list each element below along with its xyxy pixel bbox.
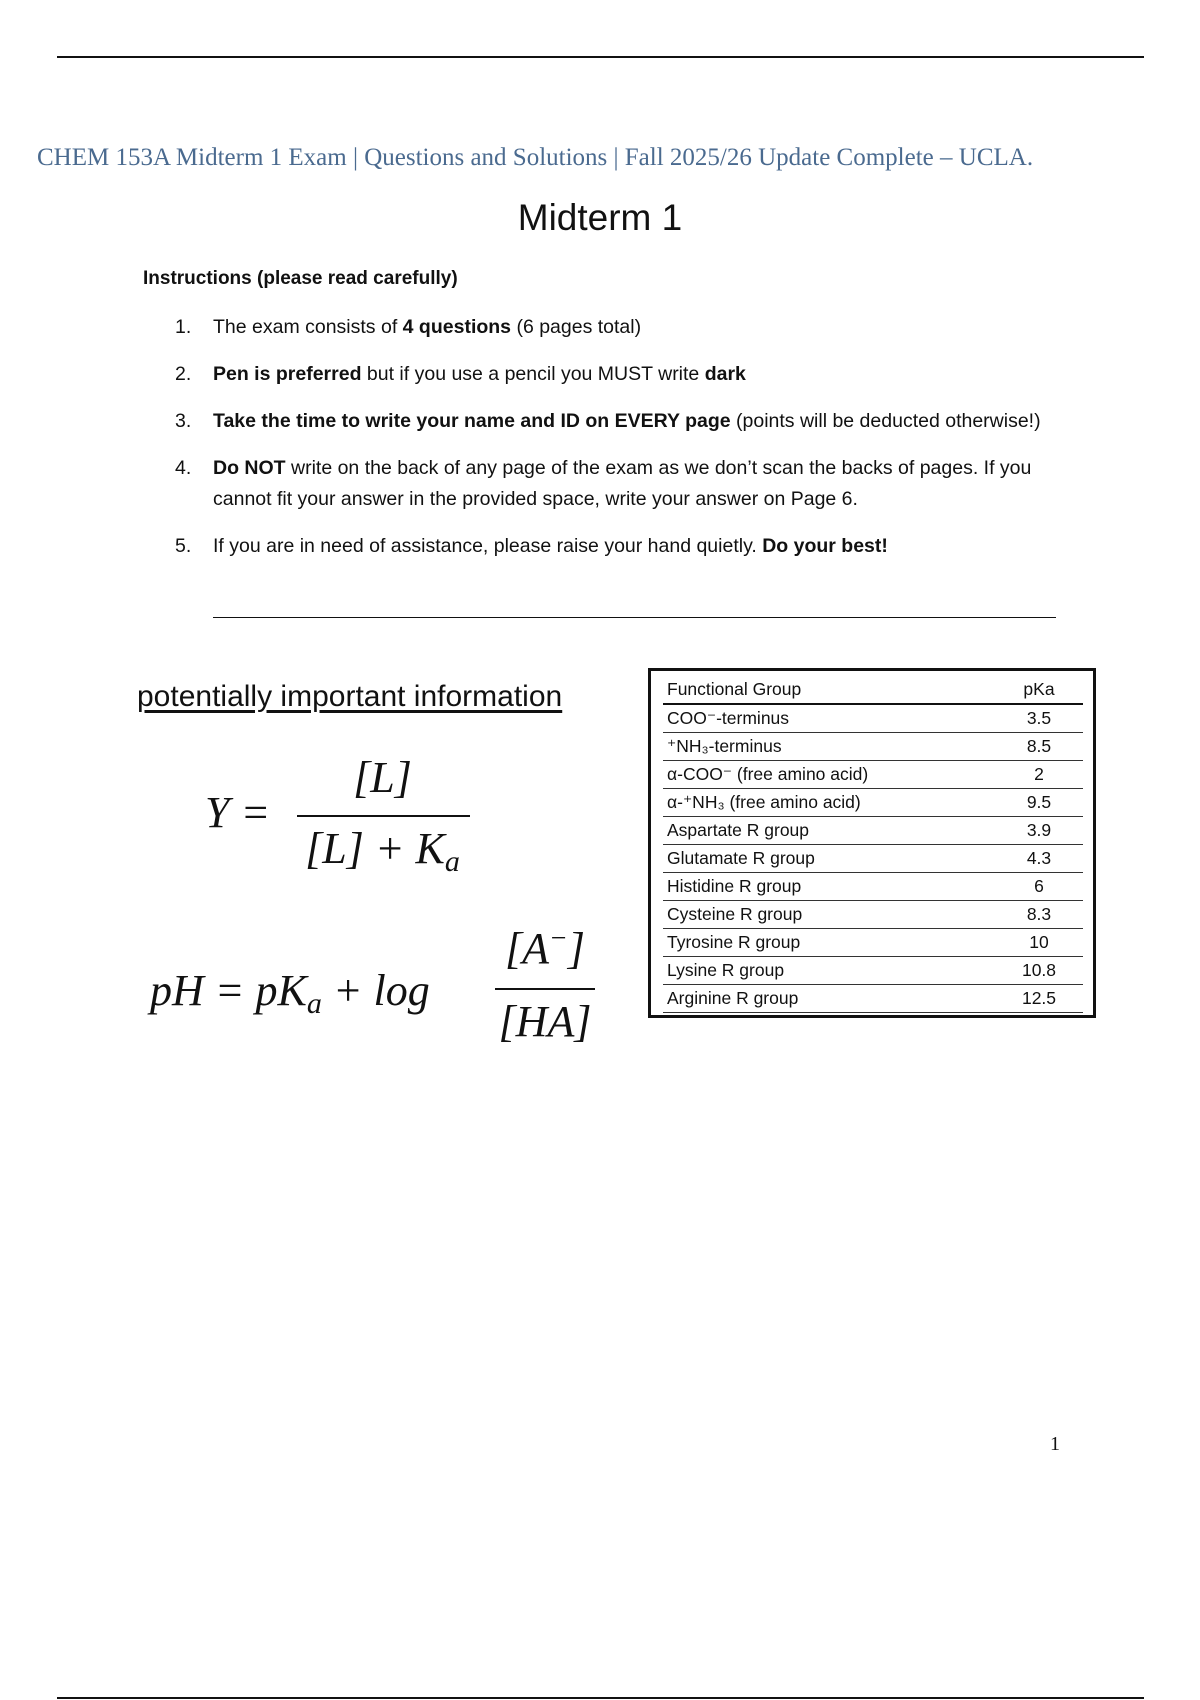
top-rule xyxy=(57,56,1144,58)
eq2-log-text: + log xyxy=(321,966,430,1015)
pka-value-cell: 3.5 xyxy=(995,704,1083,733)
eq1-numerator-text: [L] xyxy=(353,753,412,802)
instruction-plain-text: write on the back of any page of the exam as we don’t scan the backs of pages. If you cannot fit your answer in the provided space, write your answer on Page 6. xyxy=(213,457,1032,510)
eq1-numerator xyxy=(295,752,470,803)
pka-table-body xyxy=(663,704,1083,1013)
instruction-text xyxy=(213,312,1075,343)
eq1-fraction-bar xyxy=(297,815,470,817)
pka-value-cell: 12.5 xyxy=(995,985,1083,1013)
instruction-plain-text: (points will be deducted otherwise!) xyxy=(730,410,1041,432)
pka-table-row xyxy=(663,873,1083,901)
eq2-lhs-text: pH = pK xyxy=(150,966,307,1015)
eq2-lhs-subscript: a xyxy=(306,987,322,1020)
pka-table-row xyxy=(663,985,1083,1013)
instructions-list xyxy=(175,312,1075,578)
instruction-number: 4. xyxy=(175,457,192,479)
instruction-bold-text: Take the time to write your name and ID on EVERY page xyxy=(213,410,731,432)
instruction-item xyxy=(175,312,1075,343)
pka-group-cell: COO⁻-terminus xyxy=(663,704,995,733)
instruction-item xyxy=(175,453,1075,515)
instruction-bold-text: Pen is preferred xyxy=(213,363,362,385)
eq1-denominator xyxy=(295,823,470,879)
pka-group-cell: Cysteine R group xyxy=(663,901,995,929)
pka-value-cell: 6 xyxy=(995,873,1083,901)
instruction-number: 5. xyxy=(175,535,192,557)
pka-table-box xyxy=(648,668,1096,1018)
pka-table xyxy=(663,676,1083,1013)
pka-table-row xyxy=(663,845,1083,873)
pka-value-cell: 10 xyxy=(995,929,1083,957)
pka-table-row xyxy=(663,733,1083,761)
pka-table-row xyxy=(663,929,1083,957)
eq1-denominator-subscript: a xyxy=(444,845,460,878)
pka-table-row xyxy=(663,704,1083,733)
pka-value-cell: 8.3 xyxy=(995,901,1083,929)
instruction-number: 2. xyxy=(175,363,192,385)
pka-table-row xyxy=(663,901,1083,929)
instruction-plain-text: The exam consists of xyxy=(213,316,403,338)
equation-fractional-saturation-lhs xyxy=(205,787,270,838)
instruction-number: 1. xyxy=(175,316,192,338)
instruction-text xyxy=(213,453,1075,515)
document-header: CHEM 153A Midterm 1 Exam | Questions and Solutions | Fall 2025/26 Update Complete – UCLA. xyxy=(37,144,1034,171)
instruction-plain-text: If you are in need of assistance, please raise your hand quietly. xyxy=(213,535,763,557)
pka-group-cell: Glutamate R group xyxy=(663,845,995,873)
eq1-lhs: Y = xyxy=(205,788,271,837)
pka-group-cell: Tyrosine R group xyxy=(663,929,995,957)
pka-value-cell: 4.3 xyxy=(995,845,1083,873)
instructions-divider xyxy=(213,617,1056,618)
pka-table-header-row xyxy=(663,676,1083,704)
instruction-item xyxy=(175,359,1075,390)
eq2-denominator-text: [HA] xyxy=(498,997,592,1046)
pka-group-cell: α-COO⁻ (free amino acid) xyxy=(663,761,995,789)
pka-header-value: pKa xyxy=(995,676,1083,704)
pka-group-cell: ⁺NH₃-terminus xyxy=(663,733,995,761)
equation-henderson-hasselbalch-lhs xyxy=(150,965,430,1021)
info-heading: potentially important information xyxy=(137,680,563,713)
eq2-numerator-text: [A xyxy=(504,924,549,973)
pka-value-cell: 2 xyxy=(995,761,1083,789)
pka-group-cell: Lysine R group xyxy=(663,957,995,985)
instructions-heading: Instructions (please read carefully) xyxy=(143,268,458,289)
bottom-rule xyxy=(57,1697,1144,1699)
eq2-numerator-close: ] xyxy=(567,924,586,973)
pka-value-cell: 10.8 xyxy=(995,957,1083,985)
pka-table-row xyxy=(663,761,1083,789)
instruction-bold-text: Do your best! xyxy=(762,535,888,557)
pka-table-row xyxy=(663,957,1083,985)
instruction-bold-text: 4 questions xyxy=(402,316,512,338)
pka-table-row xyxy=(663,789,1083,817)
eq1-denominator-text: [L] + K xyxy=(305,824,445,873)
instruction-number: 3. xyxy=(175,410,192,432)
pka-value-cell: 9.5 xyxy=(995,789,1083,817)
eq2-numerator-superscript: − xyxy=(548,923,568,954)
instruction-bold-text: dark xyxy=(704,363,746,385)
instruction-plain-text: but if you use a pencil you MUST write xyxy=(361,363,705,385)
instruction-plain-text: (6 pages total) xyxy=(511,316,642,338)
instruction-item xyxy=(175,531,1075,562)
pka-group-cell: α-⁺NH₃ (free amino acid) xyxy=(663,789,995,817)
eq2-numerator xyxy=(495,923,595,974)
page-number: 1 xyxy=(1050,1433,1060,1455)
instruction-bold-text: Do NOT xyxy=(213,457,286,479)
pka-group-cell: Arginine R group xyxy=(663,985,995,1013)
pka-group-cell: Histidine R group xyxy=(663,873,995,901)
pka-value-cell: 8.5 xyxy=(995,733,1083,761)
pka-table-row xyxy=(663,817,1083,845)
instruction-text xyxy=(213,406,1075,437)
instruction-item xyxy=(175,406,1075,437)
eq2-fraction-bar xyxy=(495,988,595,990)
pka-header-group: Functional Group xyxy=(663,676,995,704)
eq2-denominator xyxy=(495,996,595,1047)
page-title: Midterm 1 xyxy=(517,197,683,238)
instruction-text xyxy=(213,531,1075,562)
instruction-text xyxy=(213,359,1075,390)
pka-value-cell: 3.9 xyxy=(995,817,1083,845)
pka-group-cell: Aspartate R group xyxy=(663,817,995,845)
